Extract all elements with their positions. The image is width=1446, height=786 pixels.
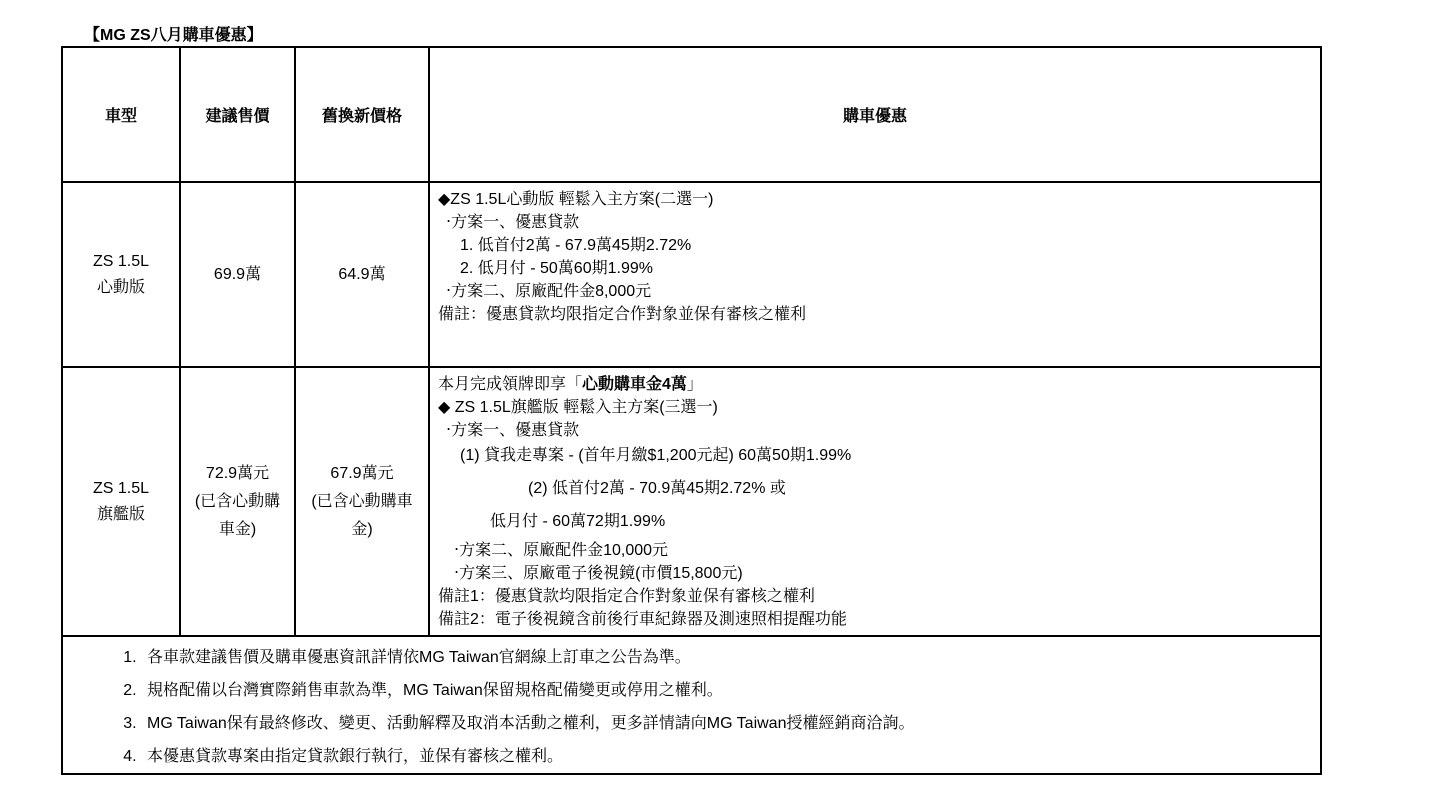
note-item: 3. MG Taiwan保有最終修改、變更、活動解釋及取消本活動之權利，更多詳情請向MG Taiwan授權經銷商洽詢。: [141, 707, 1320, 740]
notes-row: [62, 636, 1321, 774]
offer-headline-prefix: 本月完成領牌即享「: [438, 376, 583, 393]
note-item: 1. 各車款建議售價及購車優惠資訊詳情依MG Taiwan官網線上訂車之公告為準。: [141, 641, 1320, 674]
model-trim: 旗艦版: [96, 505, 145, 523]
offer-cell: [429, 182, 1321, 367]
msrp-cell: 69.9萬: [180, 182, 295, 367]
offer-remark: 備註1：優惠貸款均限指定合作對象並保有審核之權利: [438, 588, 815, 605]
offer-headline-suffix: 」: [686, 376, 703, 393]
offer-line: (1) 貸我走專案 - (首年月繳$1,200元起) 60萬50期1.99%: [460, 447, 852, 464]
note-item: 4. 本優惠貸款專案由指定貸款銀行執行，並保有審核之權利。: [141, 740, 1320, 773]
offer-remark: 備註2：電子後視鏡含前後行車紀錄器及測速照相提醒功能: [438, 611, 847, 628]
notes-cell: [62, 636, 1321, 774]
offer-line: ‧方案二、原廠配件金8,000元: [446, 283, 652, 300]
msrp-cell: [180, 367, 295, 636]
offer-line: ◆ ZS 1.5L旗艦版 輕鬆入主方案(三選一): [438, 399, 718, 416]
table-row: [62, 367, 1321, 636]
header-model: 車型: [62, 47, 180, 182]
offer-line: 低月付 - 60萬72期1.99%: [490, 513, 666, 530]
promo-table: [61, 46, 1322, 775]
offer-remark: 備註：優惠貸款均限指定合作對象並保有審核之權利: [438, 306, 807, 323]
header-row: [62, 47, 1321, 182]
msrp-note: (已含心動購: [194, 492, 281, 510]
tradein-note: 金): [351, 520, 373, 538]
page-title: 【MG ZS八月購車優惠】: [84, 27, 263, 44]
offer-line: 2. 低月付 - 50萬60期1.99%: [460, 260, 653, 277]
offer-line: 1. 低首付2萬 - 67.9萬45期2.72%: [460, 237, 692, 254]
offer-line: (2) 低首付2萬 - 70.9萬45期2.72% 或: [528, 480, 786, 497]
note-item: 2. 規格配備以台灣實際銷售車款為準，MG Taiwan保留規格配備變更或停用之權利。: [141, 674, 1320, 707]
model-name: ZS 1.5L: [92, 252, 150, 270]
offer-line: ‧方案一、優惠貸款: [446, 214, 580, 231]
model-trim: 心動版: [96, 278, 145, 296]
offer-line: ‧方案一、優惠貸款: [446, 422, 580, 439]
table-row: [62, 182, 1321, 367]
offer-line: ‧方案三、原廠電子後視鏡(市價15,800元): [454, 565, 743, 582]
offer-headline-amount: 心動購車金4萬: [582, 376, 687, 393]
tradein-note: (已含心動購車: [311, 492, 413, 510]
tradein-cell: 64.9萬: [295, 182, 429, 367]
tradein-value: 67.9萬元: [330, 464, 394, 482]
notes-list: [63, 637, 1320, 773]
msrp-value: 72.9萬元: [205, 464, 270, 482]
offer-line: ‧方案二、原廠配件金10,000元: [454, 542, 669, 559]
offer-line: ◆ZS 1.5L心動版 輕鬆入主方案(二選一): [438, 191, 714, 208]
msrp-note: 車金): [218, 520, 257, 538]
tradein-cell: [295, 367, 429, 636]
header-tradein: 舊換新價格: [295, 47, 429, 182]
model-cell: [62, 182, 180, 367]
header-msrp: 建議售價: [180, 47, 295, 182]
header-offer: 購車優惠: [429, 47, 1321, 182]
offer-cell: [429, 367, 1321, 636]
model-cell: [62, 367, 180, 636]
model-name: ZS 1.5L: [92, 479, 150, 497]
offer-headline: [438, 373, 1320, 396]
